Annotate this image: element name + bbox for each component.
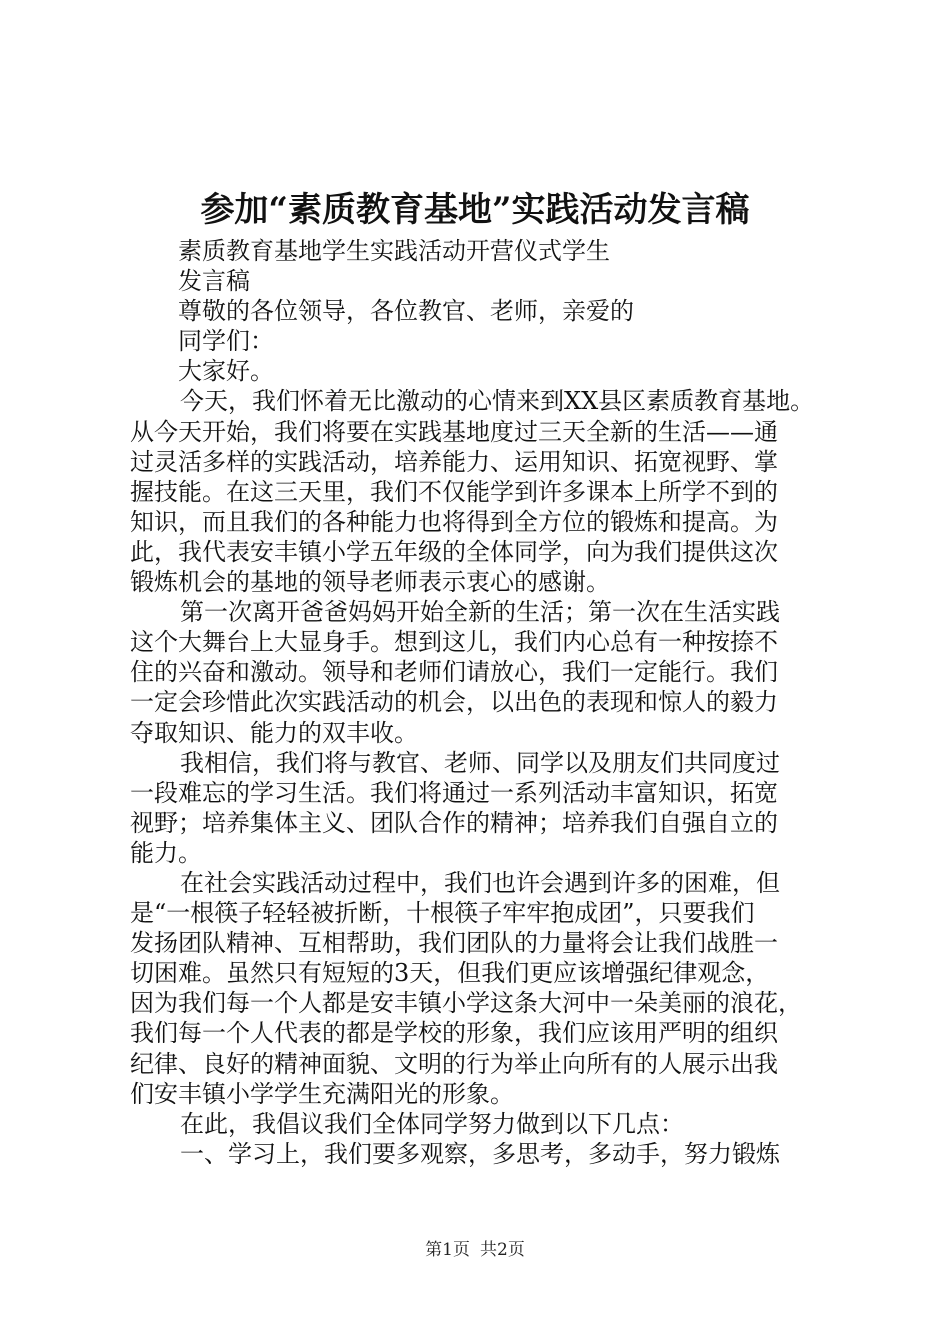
text-line: 同学们： <box>178 327 274 356</box>
text-line: 今天，我们怀着无比激动的心情来到XX县区素质教育基地。 <box>180 387 815 416</box>
document-body <box>130 236 840 1169</box>
text-line: 素质教育基地学生实践活动开营仪式学生 <box>178 237 610 265</box>
text-line: 我们每一个人代表的都是学校的形象，我们应该用严明的组织 <box>130 1019 778 1048</box>
document-title: 参加“素质教育基地”实践活动发言稿 <box>200 190 750 230</box>
text-line: 夺取知识、能力的双丰收。 <box>130 718 418 747</box>
text-line: 握技能。在这三天里，我们不仅能学到许多课本上所学不到的 <box>130 477 778 506</box>
text-line: 在此，我倡议我们全体同学努力做到以下几点： <box>180 1109 684 1138</box>
text-line: 视野；培养集体主义、团队合作的精神；培养我们自强自立的 <box>130 808 778 837</box>
text-line: 发扬团队精神、互相帮助，我们团队的力量将会让我们战胜一 <box>130 929 778 958</box>
page-total: 共2页 <box>480 1240 525 1260</box>
text-line: 是“一根筷子轻轻被折断，十根筷子牢牢抱成团”，只要我们 <box>130 899 755 928</box>
text-line: 知识，而且我们的各种能力也将得到全方位的锻炼和提高。为 <box>130 507 778 536</box>
text-line: 切困难。虽然只有短短的3天，但我们更应该增强纪律观念， <box>130 959 770 988</box>
text-line: 这个大舞台上大显身手。想到这儿，我们内心总有一种按捺不 <box>130 628 778 657</box>
page-number: 第1页 <box>425 1240 470 1260</box>
text-line: 第一次离开爸爸妈妈开始全新的生活；第一次在生活实践 <box>180 598 780 627</box>
text-line: 能力。 <box>130 838 202 867</box>
text-line: 发言稿 <box>178 267 250 296</box>
text-line: 一定会珍惜此次实践活动的机会，以出色的表现和惊人的毅力 <box>130 688 778 717</box>
text-line: 过灵活多样的实践活动，培养能力、运用知识、拓宽视野、掌 <box>130 447 778 476</box>
text-line: 尊敬的各位领导，各位教官、老师，亲爱的 <box>178 297 634 326</box>
text-line: 纪律、良好的精神面貌、文明的行为举止向所有的人展示出我 <box>130 1049 778 1078</box>
text-line: 锻炼机会的基地的领导老师表示衷心的感谢。 <box>130 568 610 597</box>
page-footer <box>0 1238 950 1262</box>
text-line: 此，我代表安丰镇小学五年级的全体同学，向为我们提供这次 <box>130 537 778 566</box>
text-line: 从今天开始，我们将要在实践基地度过三天全新的生活——通 <box>130 417 778 446</box>
text-line: 一段难忘的学习生活。我们将通过一系列活动丰富知识，拓宽 <box>130 778 778 807</box>
text-line: 住的兴奋和激动。领导和老师们请放心，我们一定能行。我们 <box>130 658 778 687</box>
text-line: 我相信，我们将与教官、老师、同学以及朋友们共同度过 <box>180 748 780 777</box>
text-line: 在社会实践活动过程中，我们也许会遇到许多的困难，但 <box>180 868 780 897</box>
text-line: 们安丰镇小学学生充满阳光的形象。 <box>130 1079 514 1108</box>
text-line: 因为我们每一个人都是安丰镇小学这条大河中一朵美丽的浪花， <box>130 989 802 1018</box>
text-line: 一、学习上，我们要多观察，多思考，多动手，努力锻炼 <box>180 1139 780 1168</box>
text-line: 大家好。 <box>178 357 274 386</box>
